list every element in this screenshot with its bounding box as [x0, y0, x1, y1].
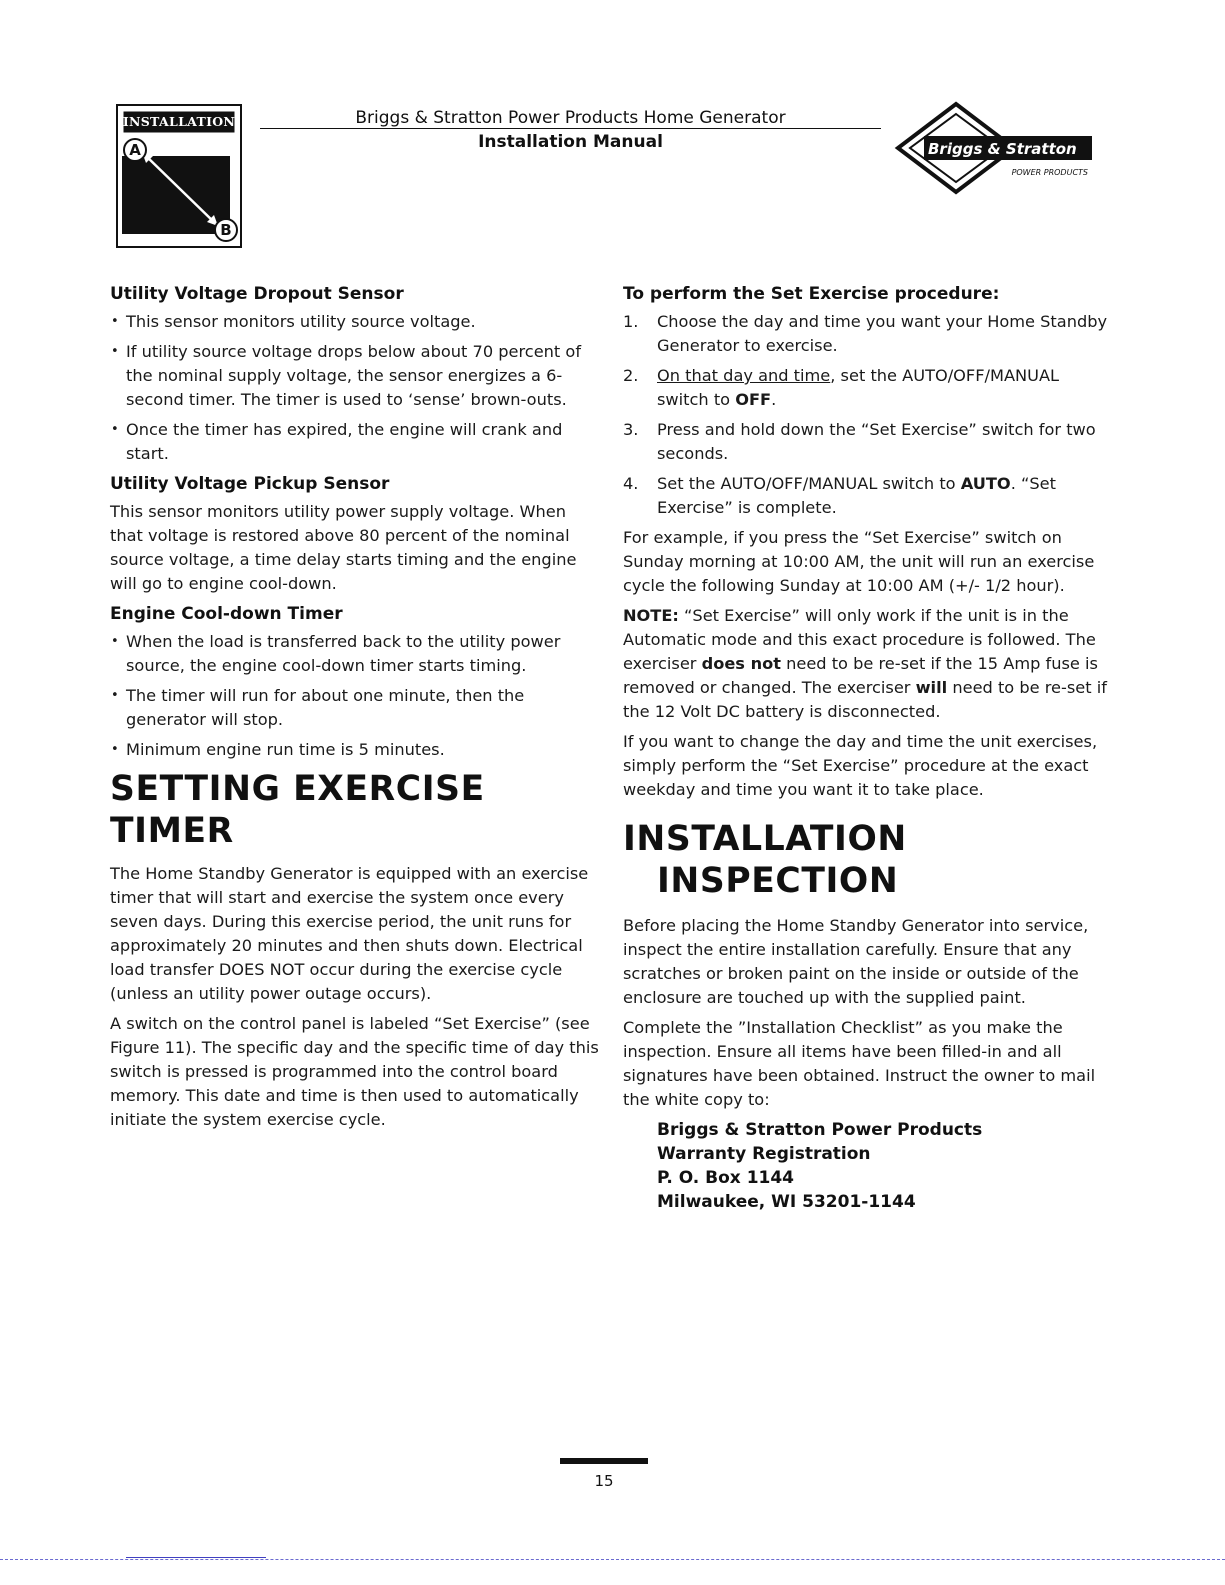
- list-item: • Minimum engine run time is 5 minutes.: [110, 738, 600, 762]
- step-text: Set the AUTO/OFF/MANUAL switch to: [657, 474, 961, 493]
- step-text: .: [771, 390, 777, 409]
- address-line: P. O. Box 1144: [657, 1168, 795, 1188]
- step-bold-text: AUTO: [960, 474, 1011, 493]
- list-item: [623, 310, 1113, 358]
- logo-text: Briggs & Stratton: [928, 140, 1077, 158]
- badge-point-a: A: [129, 141, 141, 159]
- cooldown-timer-heading: Engine Cool-down Timer: [110, 604, 343, 624]
- inspection-heading-line-1: INSTALLATION: [623, 819, 907, 859]
- badge-title: INSTALLATION: [122, 110, 236, 134]
- step-text: . “Set Exercise” is complete.: [657, 474, 1056, 517]
- step-text: Press and hold down the “Set Exercise” switch for two seconds.: [657, 420, 1096, 463]
- note-bold-text: does not: [701, 654, 781, 673]
- warranty-address: [657, 1118, 1113, 1214]
- procedure-heading: To perform the Set Exercise procedure:: [623, 284, 1000, 304]
- dropout-sensor-list: [110, 310, 600, 466]
- step-bold-text: OFF: [735, 390, 772, 409]
- step-underlined-text: On that day and time: [657, 366, 831, 385]
- list-item: [623, 472, 1113, 520]
- example-paragraph: For example, if you press the “Set Exercise” switch on Sunday morning at 10:00 AM, the unit will run an exercise cycle the following Sunday at 10:00 AM (+/- 1/2 hour).: [623, 528, 1095, 595]
- inspection-paragraph-1: Before placing the Home Standby Generator into service, inspect the entire installation carefully. Ensure that any scratches or broken paint on the inside or outside of the enclosure are touched up with the supplied paint.: [623, 916, 1089, 1007]
- exercise-timer-paragraph-1: The Home Standby Generator is equipped with an exercise timer that will start and exercise the system once every seven days. During this exercise period, the unit runs for approximately 20 minutes and then shuts down. Electrical load transfer DOES NOT occur during the exercise cycle (unless an utility power outage occurs).: [110, 864, 589, 1003]
- installation-badge: [116, 104, 242, 248]
- inspection-paragraph-2: Complete the ”Installation Checklist” as you make the inspection. Ensure all items have been filled-in and all signatures have been obtained. Instruct the owner to mail the white copy to:: [623, 1018, 1096, 1109]
- exercise-timer-heading: SETTING EXERCISE TIMER: [110, 769, 485, 851]
- note-text: need to be re-set if the 12 Volt DC battery is disconnected.: [623, 678, 1107, 721]
- document-subtitle: Installation Manual: [478, 132, 663, 152]
- cooldown-timer-list: [110, 630, 600, 762]
- change-paragraph: If you want to change the day and time the unit exercises, simply perform the “Set Exercise” procedure at the exact weekday and time you want it to take place.: [623, 732, 1098, 799]
- list-item: • When the load is transferred back to the utility power source, the engine cool-down timer starts timing.: [110, 630, 600, 678]
- document-title: Briggs & Stratton Power Products Home Generator: [355, 108, 786, 128]
- address-line: Milwaukee, WI 53201-1144: [657, 1192, 916, 1212]
- briggs-stratton-logo: [894, 100, 1094, 200]
- header-divider: [260, 128, 881, 129]
- list-item: [623, 364, 1113, 412]
- step-text: Choose the day and time you want your Home Standby Generator to exercise.: [657, 312, 1108, 355]
- note-text: “Set Exercise” will only work if the unit is in the Automatic mode and this exact procedure is followed. The exerciser: [623, 606, 1096, 673]
- exercise-timer-paragraph-2: A switch on the control panel is labeled “Set Exercise” (see Figure 11). The specific day and the specific time of day this switch is pressed is programmed into the control board memory. This date and time is then used to automatically initiate the system exercise cycle.: [110, 1014, 599, 1129]
- page-bottom-rule: [0, 1559, 1225, 1560]
- address-line: Briggs & Stratton Power Products: [657, 1120, 983, 1140]
- pickup-sensor-heading: Utility Voltage Pickup Sensor: [110, 474, 390, 494]
- step-number: 1.: [623, 312, 639, 331]
- list-item: • The timer will run for about one minute, then the generator will stop.: [110, 684, 600, 732]
- page-bottom-link-line: [126, 1557, 266, 1558]
- step-number: 3.: [623, 420, 639, 439]
- page-number: 15: [594, 1472, 614, 1490]
- step-number: 2.: [623, 366, 639, 385]
- badge-point-b: B: [220, 221, 232, 239]
- address-line: Warranty Registration: [657, 1144, 871, 1164]
- procedure-steps: [623, 310, 1113, 520]
- note-paragraph: [623, 604, 1113, 724]
- list-item: [623, 418, 1113, 466]
- dropout-sensor-heading: Utility Voltage Dropout Sensor: [110, 284, 404, 304]
- left-column: [110, 282, 600, 1138]
- note-label: NOTE:: [623, 606, 679, 625]
- note-bold-text: will: [915, 678, 948, 697]
- inspection-heading-line-2: INSPECTION: [657, 861, 899, 901]
- right-column: [623, 282, 1113, 1214]
- note-text: need to be re-set if the 15 Amp fuse is removed or changed. The exerciser: [623, 654, 1098, 697]
- step-text: , set the AUTO/OFF/MANUAL switch to: [657, 366, 1060, 409]
- list-item: • This sensor monitors utility source voltage.: [110, 310, 600, 334]
- list-item: • Once the timer has expired, the engine will crank and start.: [110, 418, 600, 466]
- logo-subtext: POWER PRODUCTS: [1011, 168, 1088, 177]
- pickup-sensor-text: This sensor monitors utility power supply voltage. When that voltage is restored above 80 percent of the nominal source voltage, a time delay starts timing and the engine will go to engine cool-down.: [110, 502, 577, 593]
- page-number-bar: [560, 1458, 648, 1464]
- list-item: • If utility source voltage drops below about 70 percent of the nominal supply voltage, the sensor energizes a 6-second timer. The timer is used to ‘sense’ brown-outs.: [110, 340, 600, 412]
- a-to-b-arrow-icon: [122, 138, 238, 246]
- step-number: 4.: [623, 474, 639, 493]
